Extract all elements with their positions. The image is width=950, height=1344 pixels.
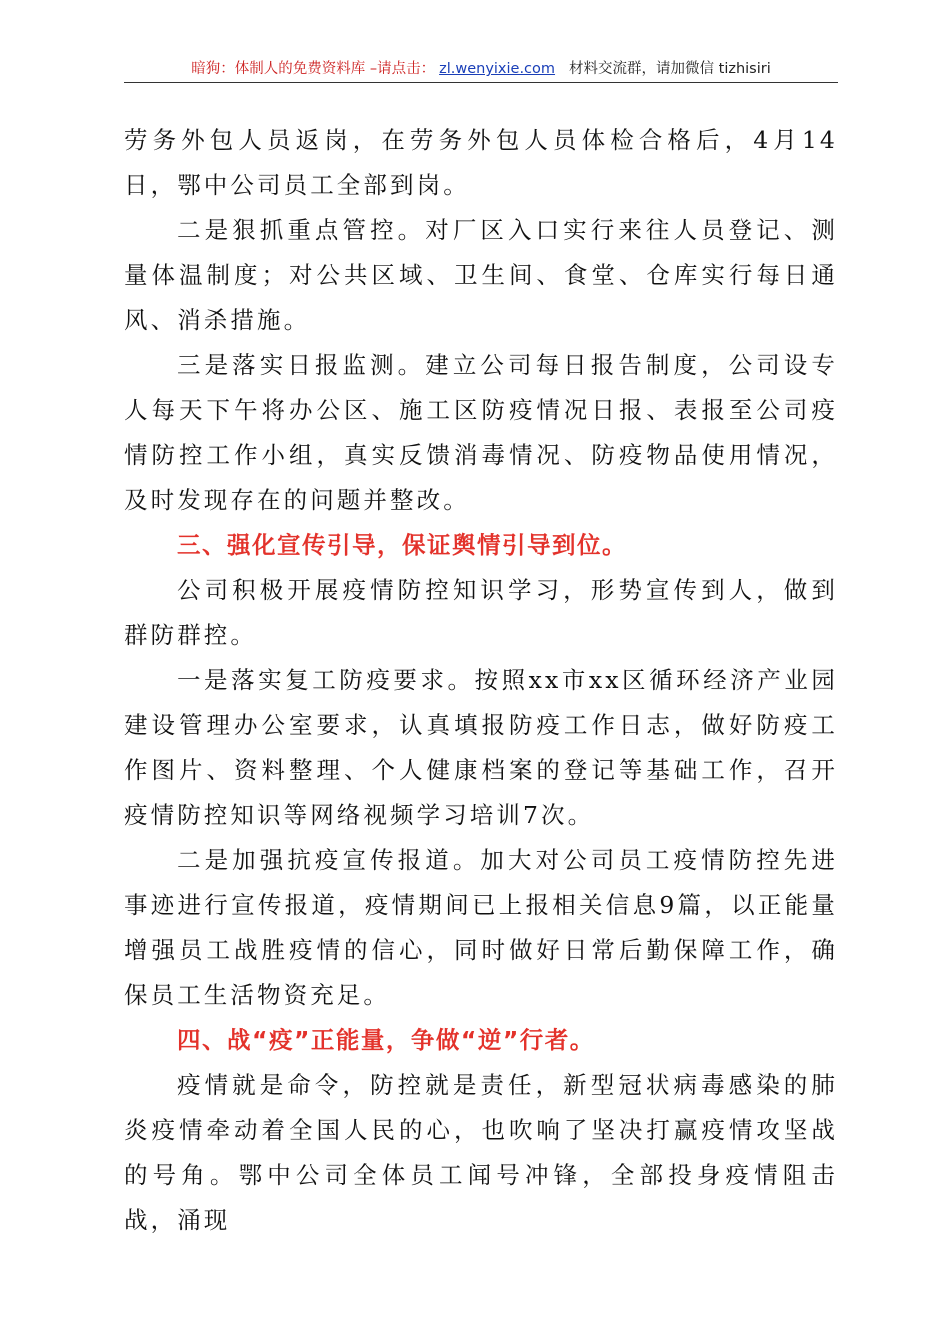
section-heading-4: 四、战“疫”正能量，争做“逆”行者。 <box>177 1026 595 1054</box>
header-link[interactable]: zl.wenyixie.com <box>439 61 556 77</box>
header-promo-text: 暗狗：体制人的免费资料库 –请点击： <box>191 61 436 77</box>
paragraph-publicity-report: 二是加强抗疫宣传报道。加大对公司员工疫情防控先进事迹进行宣传报道，疫情期间已上报相关信息9篇，以正能量增强员工战胜疫情的信心，同时做好日常后勤保障工作，确保员工生活物资充足。 <box>124 846 838 1009</box>
paragraph-daily-report: 三是落实日报监测。建立公司每日报告制度，公司设专人每天下午将办公区、施工区防疫情况日报、表报至公司疫情防控工作小组，真实反馈消毒情况、防疫物品使用情况，及时发现存在的问题并整改。 <box>124 351 838 514</box>
paragraph-continuation: 劳务外包人员返岗，在劳务外包人员体检合格后，4月14日，鄂中公司员工全部到岗。 <box>124 126 838 199</box>
paragraph-epidemic-command: 疫情就是命令，防控就是责任，新型冠状病毒感染的肺炎疫情牵动着全国人民的心，也吹响了坚决打赢疫情攻坚战的号角。鄂中公司全体员工闻号冲锋，全部投身疫情阻击战，涌现 <box>124 1071 838 1234</box>
paragraph-key-control: 二是狠抓重点管控。对厂区入口实行来往人员登记、测量体温制度；对公共区域、卫生间、食堂、仓库实行每日通风、消杀措施。 <box>124 216 838 334</box>
page-header <box>124 58 838 83</box>
paragraph-knowledge-study: 公司积极开展疫情防控知识学习，形势宣传到人，做到群防群控。 <box>124 576 838 649</box>
header-contact-text: 材料交流群，请加微信 tizhisiri <box>569 61 771 77</box>
document-body <box>124 118 838 1243</box>
section-heading-3: 三、强化宣传引导，保证舆情引导到位。 <box>177 531 627 559</box>
paragraph-resumption-requirements: 一是落实复工防疫要求。按照xx市xx区循环经济产业园建设管理办公室要求，认真填报防疫工作日志，做好防疫工作图片、资料整理、个人健康档案的登记等基础工作，召开疫情防控知识等网络视频学习培训7次。 <box>124 666 838 829</box>
